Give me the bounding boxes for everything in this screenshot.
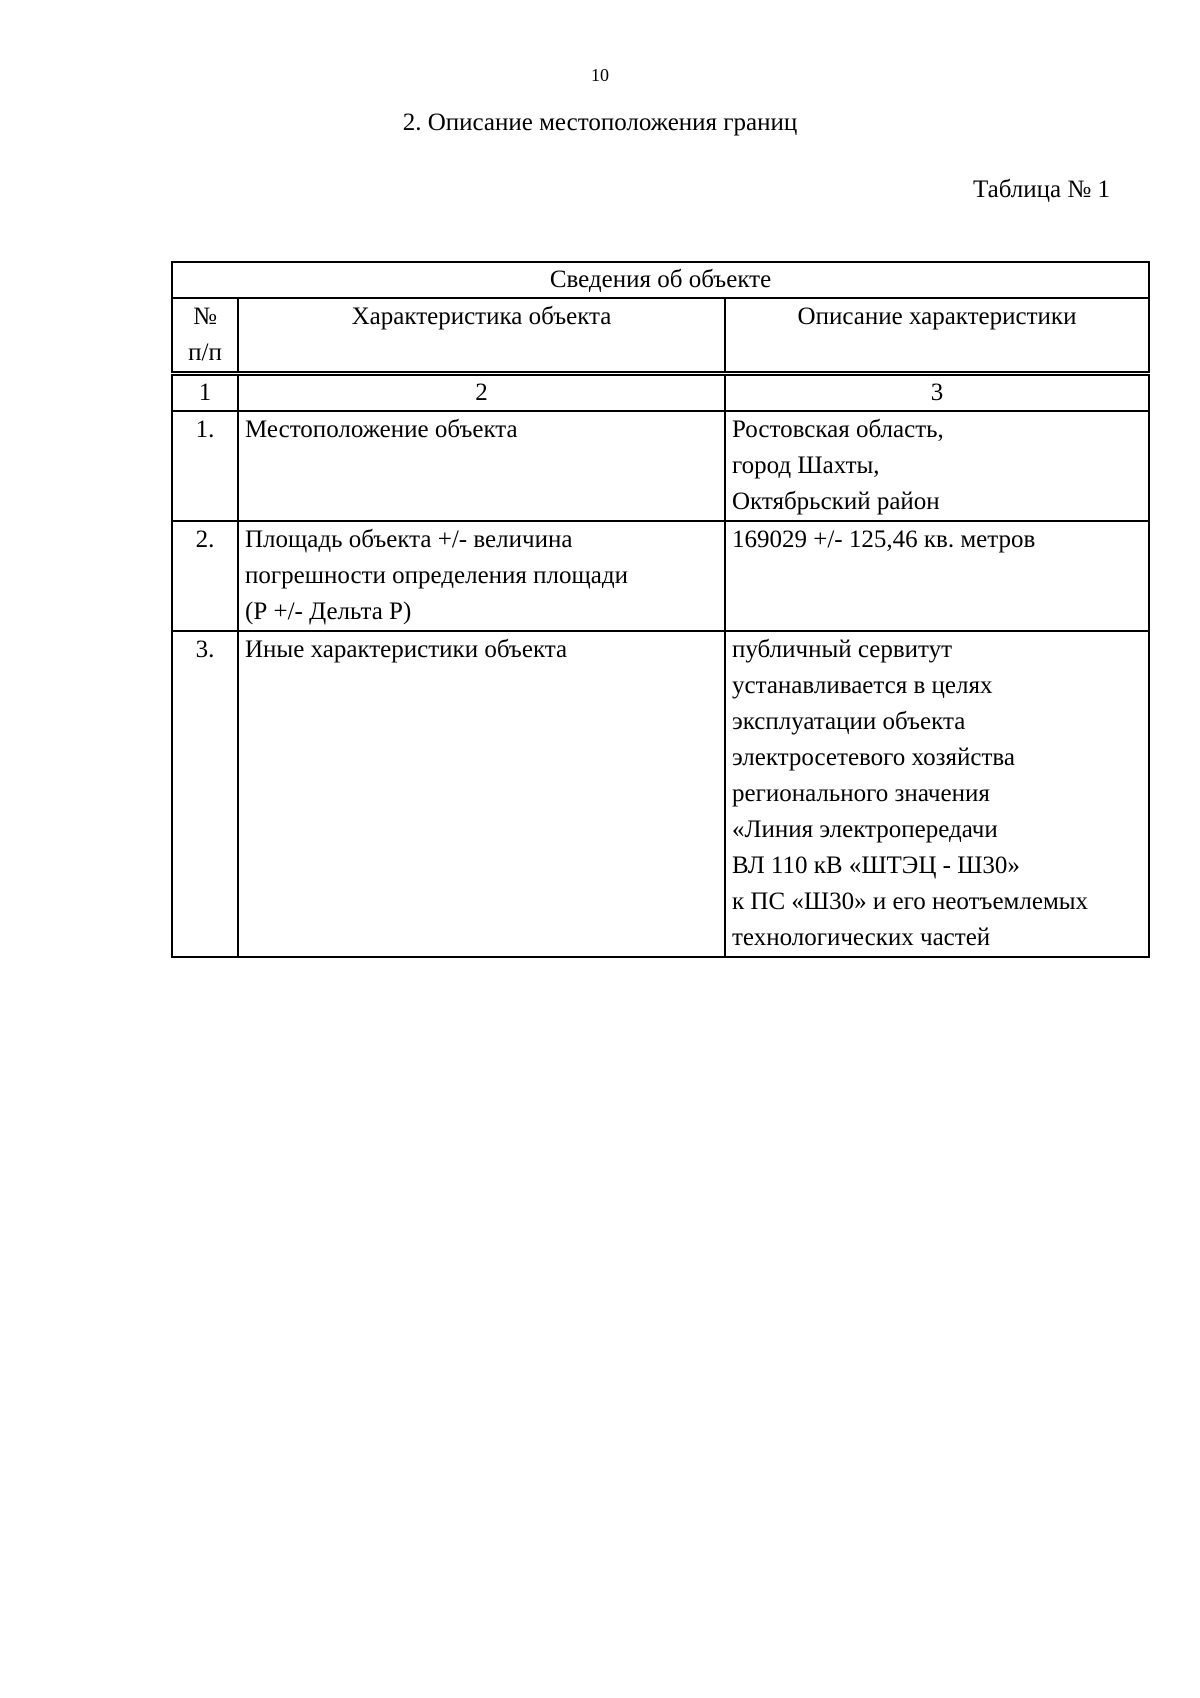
object-info-table — [171, 261, 1150, 958]
page-number: 10 — [591, 65, 609, 85]
row-characteristic — [238, 411, 725, 521]
column-number: 1 — [172, 374, 238, 412]
cell-line: город Шахты, — [732, 452, 880, 479]
column-number: 3 — [725, 374, 1149, 412]
table-row — [172, 521, 1149, 631]
table-header-row — [172, 298, 1149, 374]
row-description — [725, 411, 1149, 521]
cell-line: «Линия электропередачи — [732, 816, 998, 843]
header-num — [172, 298, 238, 374]
cell-line: 169029 +/- 125,46 кв. метров — [732, 526, 1036, 553]
table-title-row — [172, 262, 1149, 298]
header-num-abbr: п/п — [188, 339, 222, 366]
cell-line: Площадь объекта +/- величина — [245, 526, 573, 553]
row-characteristic — [238, 521, 725, 631]
row-number: 2. — [172, 521, 238, 631]
row-characteristic — [238, 631, 725, 957]
row-number: 3. — [172, 631, 238, 957]
header-characteristic: Характеристика объекта — [238, 298, 725, 374]
cell-line: Иные характеристики объекта — [245, 636, 568, 663]
table-title: Сведения об объекте — [172, 262, 1149, 298]
header-description: Описание характеристики — [725, 298, 1149, 374]
table-row — [172, 411, 1149, 521]
column-number-row — [172, 374, 1149, 412]
cell-line: электросетевого хозяйства — [732, 744, 1015, 771]
section-title: 2. Описание местоположения границ — [402, 109, 798, 136]
cell-line: Местоположение объекта — [245, 416, 518, 443]
cell-line: Октябрьский район — [732, 488, 940, 515]
cell-line: публичный сервитут — [732, 636, 953, 663]
cell-line: устанавливается в целях — [732, 672, 993, 699]
row-description — [725, 521, 1149, 631]
cell-line: к ПС «Ш30» и его неотъемлемых — [732, 888, 1089, 915]
cell-line: регионального значения — [732, 780, 990, 807]
cell-line: эксплуатации объекта — [732, 708, 966, 735]
cell-line: Ростовская область, — [732, 416, 944, 443]
table-row — [172, 631, 1149, 957]
cell-line: технологических частей — [732, 924, 991, 951]
table-caption: Таблица № 1 — [972, 176, 1110, 203]
header-num-symbol: № — [193, 303, 217, 330]
row-number: 1. — [172, 411, 238, 521]
column-number: 2 — [238, 374, 725, 412]
cell-line: ВЛ 110 кВ «ШТЭЦ - Ш30» — [732, 852, 1020, 879]
row-description — [725, 631, 1149, 957]
cell-line: погрешности определения площади — [245, 562, 628, 589]
cell-line: (Р +/- Дельта Р) — [245, 598, 412, 625]
